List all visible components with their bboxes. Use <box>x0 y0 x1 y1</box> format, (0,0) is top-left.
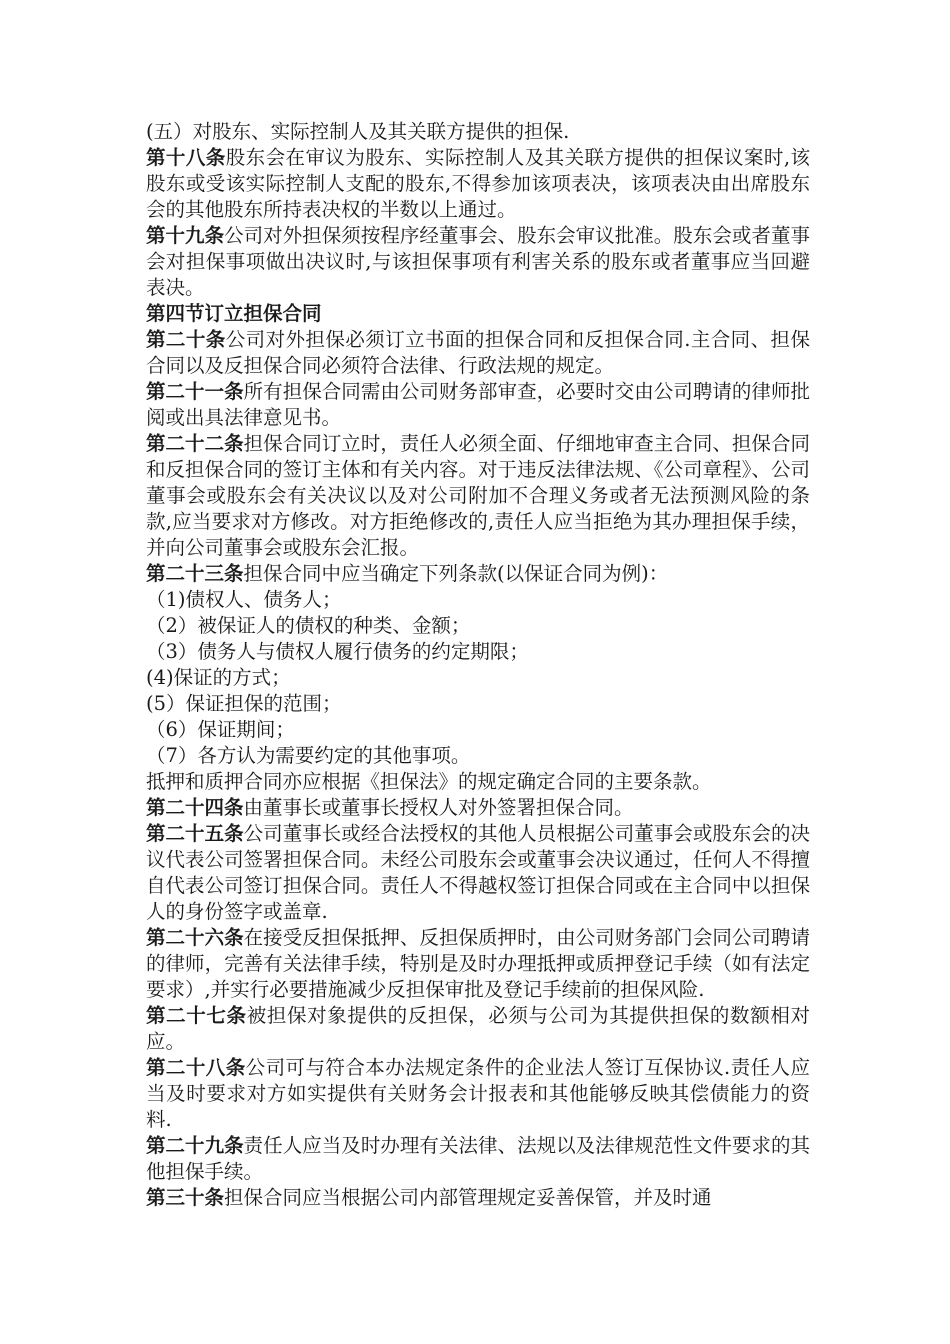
section-heading: 第四节订立担保合同 <box>146 302 322 325</box>
article-text: 由董事长或董事长授权人对外签署担保合同。 <box>243 796 634 819</box>
article-text: 被担保对象提供的反担保，必须与公司为其提供担保的数额相对应。 <box>146 1004 810 1053</box>
article-text: 担保合同中应当确定下列条款(以保证合同为例)： <box>243 562 669 585</box>
article-text: 公司对外担保须按程序经董事会、股东会审议批准。股东会或者董事会对担保事项做出决议时,与该担保事项有利害关系的股东或者董事应当回避表决。 <box>146 224 810 299</box>
article-label: 第二十六条 <box>146 926 244 949</box>
document-page <box>146 119 810 1211</box>
body-paragraph: 抵押和质押合同亦应根据《担保法》的规定确定合同的主要条款。 <box>146 770 712 793</box>
article-text: 股东会在审议为股东、实际控制人及其关联方提供的担保议案时,该股东或受该实际控制人支配的股东,不得参加该项表决，该项表决由出席股东会的其他股东所持表决权的半数以上通过。 <box>146 146 810 221</box>
article-label: 第二十条 <box>146 328 226 351</box>
article-18 <box>146 145 810 223</box>
article-28 <box>146 1055 810 1133</box>
article-text: 担保合同订立时，责任人必须全面、仔细地审查主合同、担保合同和反担保合同的签订主体和有关内容。对于违反法律法规、《公司章程》、公司董事会或股东会有关决议以及对公司附加不合理义务或者无法预测风险的条款,应当要求对方修改。对方拒绝修改的,责任人应当拒绝为其办理担保手续，并向公司董事会或股东会汇报。 <box>146 432 810 559</box>
article-label: 第二十九条 <box>146 1134 244 1157</box>
article-text: 责任人应当及时办理有关法律、法规以及法律规范性文件要求的其他担保手续。 <box>146 1134 810 1183</box>
article-24 <box>146 795 810 821</box>
article-text: 公司董事长或经合法授权的其他人员根据公司董事会或股东会的决议代表公司签署担保合同。未经公司股东会或董事会决议通过，任何人不得擅自代表公司签订担保合同。责任人不得越权签订担保合同或在主合同中以担保人的身份签字或盖章. <box>146 822 810 923</box>
article-19 <box>146 223 810 301</box>
clause-item: (五）对股东、实际控制人及其关联方提供的担保. <box>146 120 570 143</box>
article-25 <box>146 821 810 925</box>
clause-item: (4)保证的方式； <box>146 666 291 689</box>
clause-item: (5）保证担保的范围； <box>146 692 342 715</box>
article-22 <box>146 431 810 561</box>
clause-item: （7）各方认为需要约定的其他事项。 <box>146 744 471 767</box>
article-label: 第二十七条 <box>146 1004 247 1027</box>
article-label: 第二十五条 <box>146 822 244 845</box>
article-text: 公司对外担保必须订立书面的担保合同和反担保合同.主合同、担保合同以及反担保合同必须符合法律、行政法规的规定。 <box>146 328 810 377</box>
article-label: 第二十一条 <box>146 380 244 403</box>
article-30 <box>146 1185 810 1211</box>
article-text: 公司可与符合本办法规定条件的企业法人签订互保协议.责任人应当及时要求对方如实提供有关财务会计报表和其他能够反映其偿债能力的资料. <box>146 1056 810 1131</box>
article-21 <box>146 379 810 431</box>
clause-item: （6）保证期间； <box>146 718 295 741</box>
clause-item: （3）债务人与债权人履行债务的约定期限； <box>146 640 529 663</box>
article-label: 第十八条 <box>146 146 226 169</box>
article-label: 第二十二条 <box>146 432 244 455</box>
article-29 <box>146 1133 810 1185</box>
article-label: 第二十四条 <box>146 796 244 819</box>
article-23 <box>146 561 810 587</box>
article-text: 担保合同应当根据公司内部管理规定妥善保管，并及时通 <box>224 1186 712 1209</box>
article-label: 第二十八条 <box>146 1056 246 1079</box>
article-label: 第十九条 <box>146 224 225 247</box>
article-text: 在接受反担保抵押、反担保质押时，由公司财务部门会同公司聘请的律师，完善有关法律手续，特别是及时办理抵押或质押登记手续（如有法定要求）,并实行必要措施减少反担保审批及登记手续前的担保风险. <box>146 926 810 1001</box>
article-label: 第三十条 <box>146 1186 225 1209</box>
article-text: 所有担保合同需由公司财务部审查，必要时交由公司聘请的律师批阅或出具法律意见书。 <box>146 380 810 429</box>
clause-item: （1)债权人、债务人； <box>146 588 342 611</box>
article-20 <box>146 327 810 379</box>
article-27 <box>146 1003 810 1055</box>
clause-item: （2）被保证人的债权的种类、金额； <box>146 614 471 637</box>
article-label: 第二十三条 <box>146 562 244 585</box>
article-26 <box>146 925 810 1003</box>
